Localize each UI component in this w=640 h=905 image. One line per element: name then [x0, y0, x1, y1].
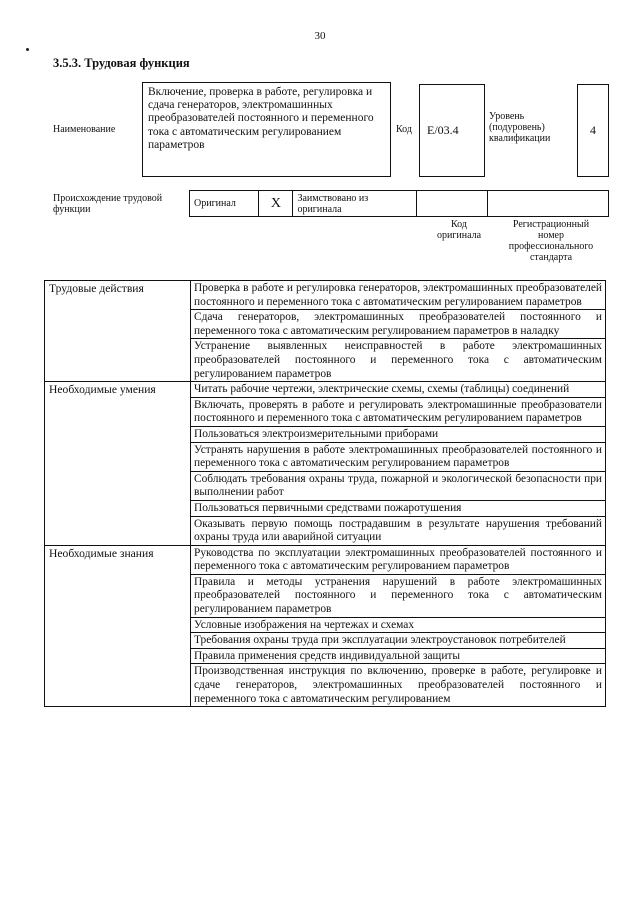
origin-table — [189, 190, 609, 217]
table-row — [45, 382, 606, 398]
table-cell: Правила применения средств индивидуальной защиты — [191, 648, 606, 664]
table-cell: Устранять нарушения в работе электромашинных преобразователей постоянного и переменного тока с автоматическим регулированием параметров — [191, 442, 606, 471]
table-cell: Производственная инструкция по включению, проверке в работе, регулировке и сдаче генераторов, электромашинных преобразователей постоянного и переменного тока с автоматическим регулированием — [191, 664, 606, 707]
table-cell: Требования охраны труда при эксплуатации электроустановок потребителей — [191, 633, 606, 649]
function-name-box: Включение, проверка в работе, регулировка и сдача генераторов, электромашинных преобразователей постоянного и переменного тока с автоматическим регулированием параметров — [142, 82, 391, 177]
section-title: 3.5.3. Трудовая функция — [53, 56, 190, 70]
table-cell: Включать, проверять в работе и регулировать электромашинные преобразователи постоянного и переменного тока с автоматическим регулированием параметров — [191, 397, 606, 426]
registration-number-caption: Регистрационный номер профессионального стандарта — [508, 219, 594, 263]
table-cell: Пользоваться первичными средствами пожаротушения — [191, 500, 606, 516]
table-cell: Правила и методы устранения нарушений в работе электромашинных преобразователей постоянного и переменного тока с автоматическим регулированием параметров — [191, 574, 606, 617]
original-mark: X — [259, 191, 293, 217]
qualification-level-label: Уровень (подуровень) квалификации — [489, 111, 551, 144]
category-labor-actions: Трудовые действия — [45, 281, 191, 382]
category-required-knowledge: Необходимые знания — [45, 545, 191, 707]
function-details-table — [44, 280, 606, 707]
table-cell: Соблюдать требования охраны труда, пожарной и экологической безопасности при выполнении работ — [191, 471, 606, 500]
borrowed-label: Заимствовано из оригинала — [293, 191, 416, 217]
table-cell: Устранение выявленных неисправностей в работе электромашинных преобразователей постоянного и переменного тока с автоматическим регулированием параметров — [191, 339, 606, 382]
table-cell: Сдача генераторов, электромашинных преобразователей постоянного и переменного тока с автоматическим регулированием параметров в наладку — [191, 310, 606, 339]
table-row — [45, 545, 606, 574]
table-cell: Оказывать первую помощь пострадавшим в результате нарушения требований охраны труда или аварийной ситуации — [191, 516, 606, 545]
table-cell: Читать рабочие чертежи, электрические схемы, схемы (таблицы) соединений — [191, 382, 606, 398]
code-original-cell — [416, 191, 487, 217]
table-cell: Проверка в работе и регулировка генераторов, электромашинных преобразователей постоянного и переменного тока с автоматическим регулированием параметров — [191, 281, 606, 310]
registration-number-cell — [487, 191, 608, 217]
code-value-box: E/03.4 — [419, 84, 485, 177]
origin-label: Происхождение трудовой функции — [53, 193, 163, 215]
table-cell: Условные изображения на чертежах и схемах — [191, 617, 606, 633]
table-row — [45, 281, 606, 310]
category-required-skills: Необходимые умения — [45, 382, 191, 546]
table-cell: Пользоваться электроизмерительными приборами — [191, 426, 606, 442]
original-label: Оригинал — [190, 191, 259, 217]
scan-dot — [26, 48, 29, 51]
name-label: Наименование — [53, 124, 116, 135]
code-label: Код — [396, 124, 412, 135]
page-number: 30 — [314, 30, 326, 42]
code-original-caption: Код оригинала — [436, 219, 482, 241]
table-cell: Руководства по эксплуатации электромашинных преобразователей постоянного и переменного тока с автоматическим регулированием параметров — [191, 545, 606, 574]
qualification-level-box: 4 — [577, 84, 609, 177]
